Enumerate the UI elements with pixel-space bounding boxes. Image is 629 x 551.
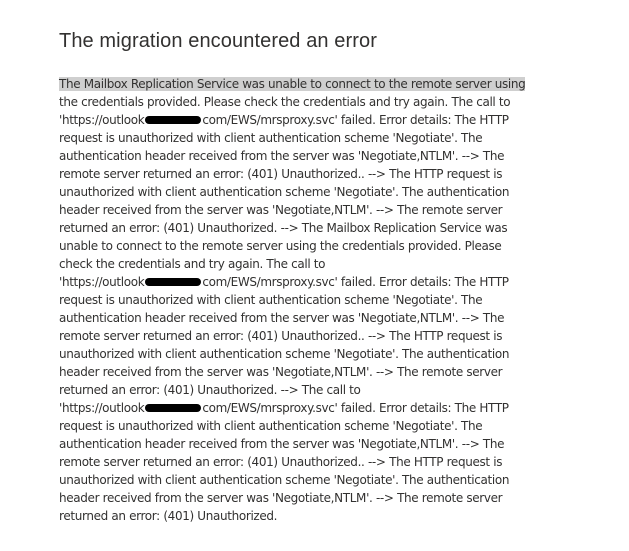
error-message-line [59, 435, 539, 453]
error-message[interactable] [59, 75, 539, 525]
error-message-line [59, 489, 539, 507]
error-message-line [59, 507, 539, 525]
error-message-line [59, 453, 539, 471]
error-message-line [59, 273, 539, 291]
error-message-line [59, 291, 539, 309]
url-suffix-text: com/EWS/mrsproxy.svc' failed. Error details: The HTTP [202, 113, 509, 127]
message-text: request is unauthorized with client authentication scheme 'Negotiate'. The [59, 131, 483, 145]
message-text: returned an error: (401) Unauthorized. [59, 509, 278, 523]
message-text: check the credentials and try again. The call to [59, 257, 326, 271]
message-text: remote server returned an error: (401) Unauthorized.. --> The HTTP request is [59, 455, 503, 469]
error-message-line [59, 75, 539, 93]
message-text: returned an error: (401) Unauthorized. --> The Mailbox Replication Service was [59, 221, 508, 235]
message-text: authentication header received from the server was 'Negotiate,NTLM'. --> The [59, 437, 505, 451]
error-message-line [59, 255, 539, 273]
message-text: unauthorized with client authentication scheme 'Negotiate'. The authentication [59, 185, 510, 199]
message-text: request is unauthorized with client authentication scheme 'Negotiate'. The [59, 293, 483, 307]
redaction-mark [145, 116, 201, 124]
error-message-line [59, 471, 539, 489]
error-dialog [59, 28, 539, 525]
error-message-line [59, 147, 539, 165]
message-text: returned an error: (401) Unauthorized. --> The call to [59, 383, 361, 397]
error-message-line [59, 183, 539, 201]
redaction-mark [145, 278, 201, 286]
error-message-line [59, 219, 539, 237]
error-message-line [59, 93, 539, 111]
message-text: the credentials provided. Please check the credentials and try again. The call to [59, 95, 511, 109]
error-message-line [59, 345, 539, 363]
message-text: header received from the server was 'Negotiate,NTLM'. --> The remote server [59, 491, 503, 505]
url-suffix-text: com/EWS/mrsproxy.svc' failed. Error details: The HTTP [202, 401, 509, 415]
redaction-mark [145, 404, 201, 412]
error-message-line [59, 309, 539, 327]
message-text: remote server returned an error: (401) Unauthorized.. --> The HTTP request is [59, 329, 503, 343]
error-message-line [59, 111, 539, 129]
error-message-line [59, 201, 539, 219]
message-text: authentication header received from the server was 'Negotiate,NTLM'. --> The [59, 149, 505, 163]
error-message-line [59, 363, 539, 381]
url-prefix-text: 'https://outlook [59, 113, 145, 127]
message-text: header received from the server was 'Negotiate,NTLM'. --> The remote server [59, 203, 503, 217]
message-text: header received from the server was 'Negotiate,NTLM'. --> The remote server [59, 365, 503, 379]
url-suffix-text: com/EWS/mrsproxy.svc' failed. Error details: The HTTP [202, 275, 509, 289]
message-text: request is unauthorized with client authentication scheme 'Negotiate'. The [59, 419, 483, 433]
dialog-title: The migration encountered an error [59, 30, 378, 52]
message-text: unauthorized with client authentication scheme 'Negotiate'. The authentication [59, 473, 510, 487]
message-text: unable to connect to the remote server using the credentials provided. Please [59, 239, 502, 253]
message-text: unauthorized with client authentication scheme 'Negotiate'. The authentication [59, 347, 510, 361]
message-text: authentication header received from the server was 'Negotiate,NTLM'. --> The [59, 311, 505, 325]
error-message-line [59, 237, 539, 255]
selected-text: The Mailbox Replication Service was unable to connect to the remote server using [59, 77, 526, 91]
error-message-line [59, 381, 539, 399]
error-message-line [59, 327, 539, 345]
error-message-line [59, 165, 539, 183]
message-text: remote server returned an error: (401) Unauthorized.. --> The HTTP request is [59, 167, 503, 181]
url-prefix-text: 'https://outlook [59, 275, 145, 289]
error-message-line [59, 399, 539, 417]
error-message-line [59, 129, 539, 147]
url-prefix-text: 'https://outlook [59, 401, 145, 415]
error-message-line [59, 417, 539, 435]
